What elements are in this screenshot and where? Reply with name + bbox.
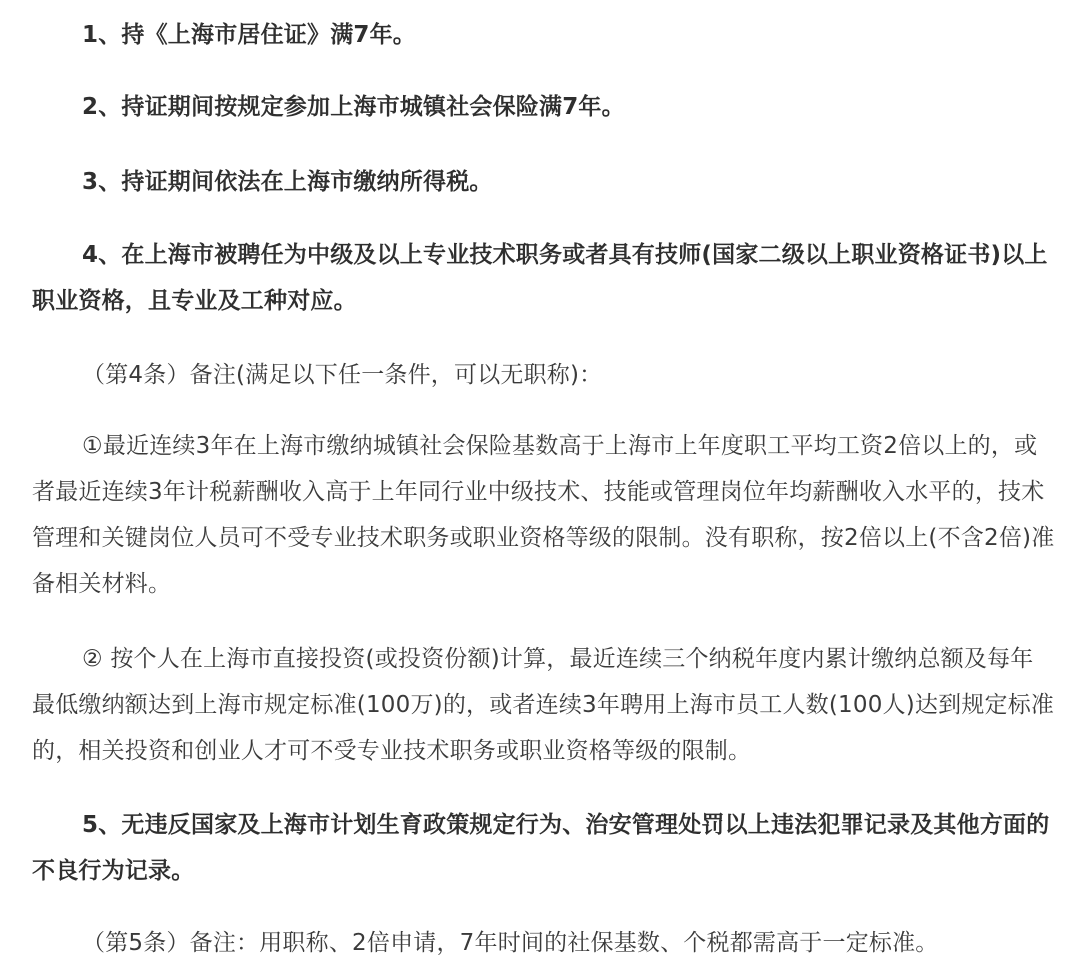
requirement-2: 2、持证期间按规定参加上海市城镇社会保险满7年。 bbox=[82, 94, 625, 120]
requirement-5: 5、无违反国家及上海市计划生育政策规定行为、治安管理处罚以上违法犯罪记录及其他方面的不良行为记录。 bbox=[32, 812, 1050, 884]
requirement-4: 4、在上海市被聘任为中级及以上专业技术职务或者具有技师(国家二级以上职业资格证书)以上职业资格，且专业及工种对应。 bbox=[32, 242, 1048, 314]
note-article-4: （第4条）备注(满足以下任一条件，可以无职称)： bbox=[82, 362, 603, 388]
note-article-5: （第5条）备注：用职称、2倍申请，7年时间的社保基数、个税都需高于一定标准。 bbox=[82, 930, 939, 956]
requirement-3: 3、持证期间依法在上海市缴纳所得税。 bbox=[82, 169, 493, 195]
note-condition-2: ② 按个人在上海市直接投资(或投资份额)计算，最近连续三个纳税年度内累计缴纳总额及每年最低缴纳额达到上海市规定标准(100万)的，或者连续3年聘用上海市员工人数(100人)达到规定标准的，相关投资和创业人才可不受专业技术职务或职业资格等级的限制。 bbox=[32, 646, 1055, 764]
requirement-1: 1、持《上海市居住证》满7年。 bbox=[82, 22, 417, 48]
note-condition-1: ①最近连续3年在上海市缴纳城镇社会保险基数高于上海市上年度职工平均工资2倍以上的，或者最近连续3年计税薪酬收入高于上年同行业中级技术、技能或管理岗位年均薪酬收入水平的，技术管理和关键岗位人员可不受专业技术职务或职业资格等级的限制。没有职称，按2倍以上(不含2倍)准备相关材料。 bbox=[32, 433, 1055, 597]
